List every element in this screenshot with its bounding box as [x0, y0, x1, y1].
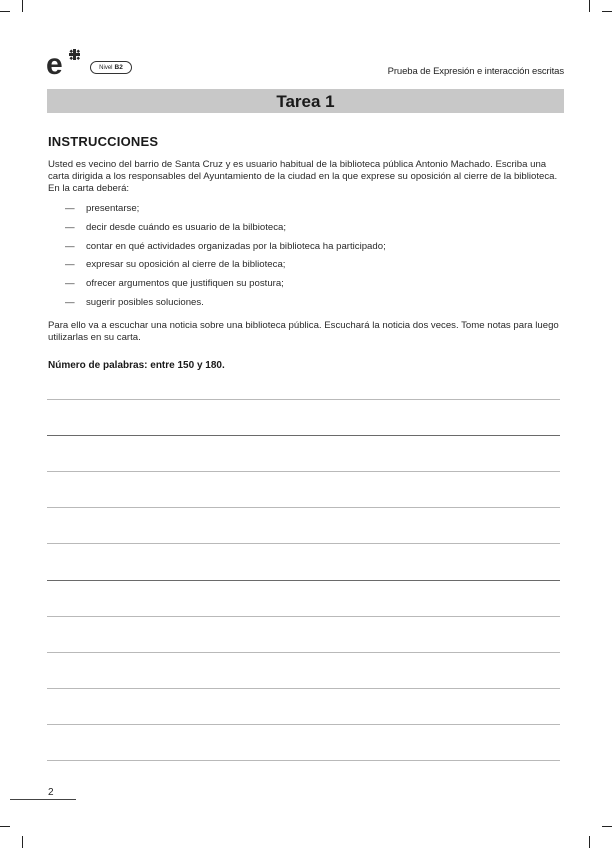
- crop-mark: [602, 11, 612, 12]
- list-item-text: contar en qué actividades organizadas por la biblioteca ha participado;: [86, 240, 386, 252]
- instructions-heading: INSTRUCCIONES: [48, 134, 159, 149]
- writing-line[interactable]: [47, 543, 560, 544]
- word-count-requirement: Número de palabras: entre 150 y 180.: [48, 360, 225, 371]
- svg-text:e: e: [46, 48, 63, 78]
- bullet-dash: —: [65, 259, 75, 271]
- crop-mark: [22, 836, 23, 848]
- exam-logo-icon: [46, 48, 86, 78]
- crop-mark: [589, 0, 590, 12]
- writing-line[interactable]: [47, 616, 560, 617]
- instructions-intro: Usted es vecino del barrio de Santa Cruz y es usuario habitual de la biblioteca pública Antonio Machado. Escriba una carta dirigida a los responsables del Ayuntamiento de la ciudad en la que exprese su oposición al cierre de la biblioteca. En la carta deberá:: [48, 159, 558, 194]
- list-item: [65, 202, 386, 221]
- crop-mark: [0, 826, 10, 827]
- list-item-text: sugerir posibles soluciones.: [86, 296, 204, 308]
- writing-line[interactable]: [47, 507, 560, 508]
- writing-line[interactable]: [47, 435, 560, 436]
- level-value: B2: [114, 64, 123, 71]
- page-number: 2: [48, 787, 54, 798]
- list-item: [65, 221, 386, 240]
- writing-line[interactable]: [47, 399, 560, 400]
- list-item-text: expresar su oposición al cierre de la biblioteca;: [86, 259, 286, 271]
- list-item: [65, 277, 386, 296]
- task-title-banner: Tarea 1: [47, 89, 564, 113]
- bullet-dash: —: [65, 296, 75, 308]
- writing-line[interactable]: [47, 760, 560, 761]
- crop-mark: [602, 826, 612, 827]
- level-badge: [90, 61, 132, 74]
- list-item-text: presentarse;: [86, 203, 140, 214]
- page-number-rule: [10, 799, 76, 800]
- level-prefix: Nivel: [99, 65, 113, 71]
- bullet-dash: —: [65, 221, 75, 233]
- writing-line[interactable]: [47, 652, 560, 653]
- requirements-list: [65, 202, 386, 315]
- list-item-text: ofrecer argumentos que justifiquen su postura;: [86, 278, 284, 290]
- list-item: [65, 296, 386, 315]
- bullet-dash: —: [65, 203, 75, 214]
- crop-mark: [0, 11, 10, 12]
- list-item-text: decir desde cuándo es usuario de la bilbioteca;: [86, 221, 287, 233]
- writing-line[interactable]: [47, 688, 560, 689]
- bullet-dash: —: [65, 240, 75, 252]
- writing-line[interactable]: [47, 471, 560, 472]
- writing-line[interactable]: [47, 580, 560, 581]
- writing-line[interactable]: [47, 724, 560, 725]
- list-item: [65, 240, 386, 259]
- exam-title: Prueba de Expresión e interacción escritas: [387, 66, 564, 77]
- crop-mark: [22, 0, 23, 12]
- list-item: [65, 258, 386, 277]
- crop-mark: [589, 836, 590, 848]
- bullet-dash: —: [65, 278, 75, 290]
- instructions-outro: Para ello va a escuchar una noticia sobre una biblioteca pública. Escuchará la noticia dos veces. Tome notas para luego utilizarlas en su carta.: [48, 320, 559, 343]
